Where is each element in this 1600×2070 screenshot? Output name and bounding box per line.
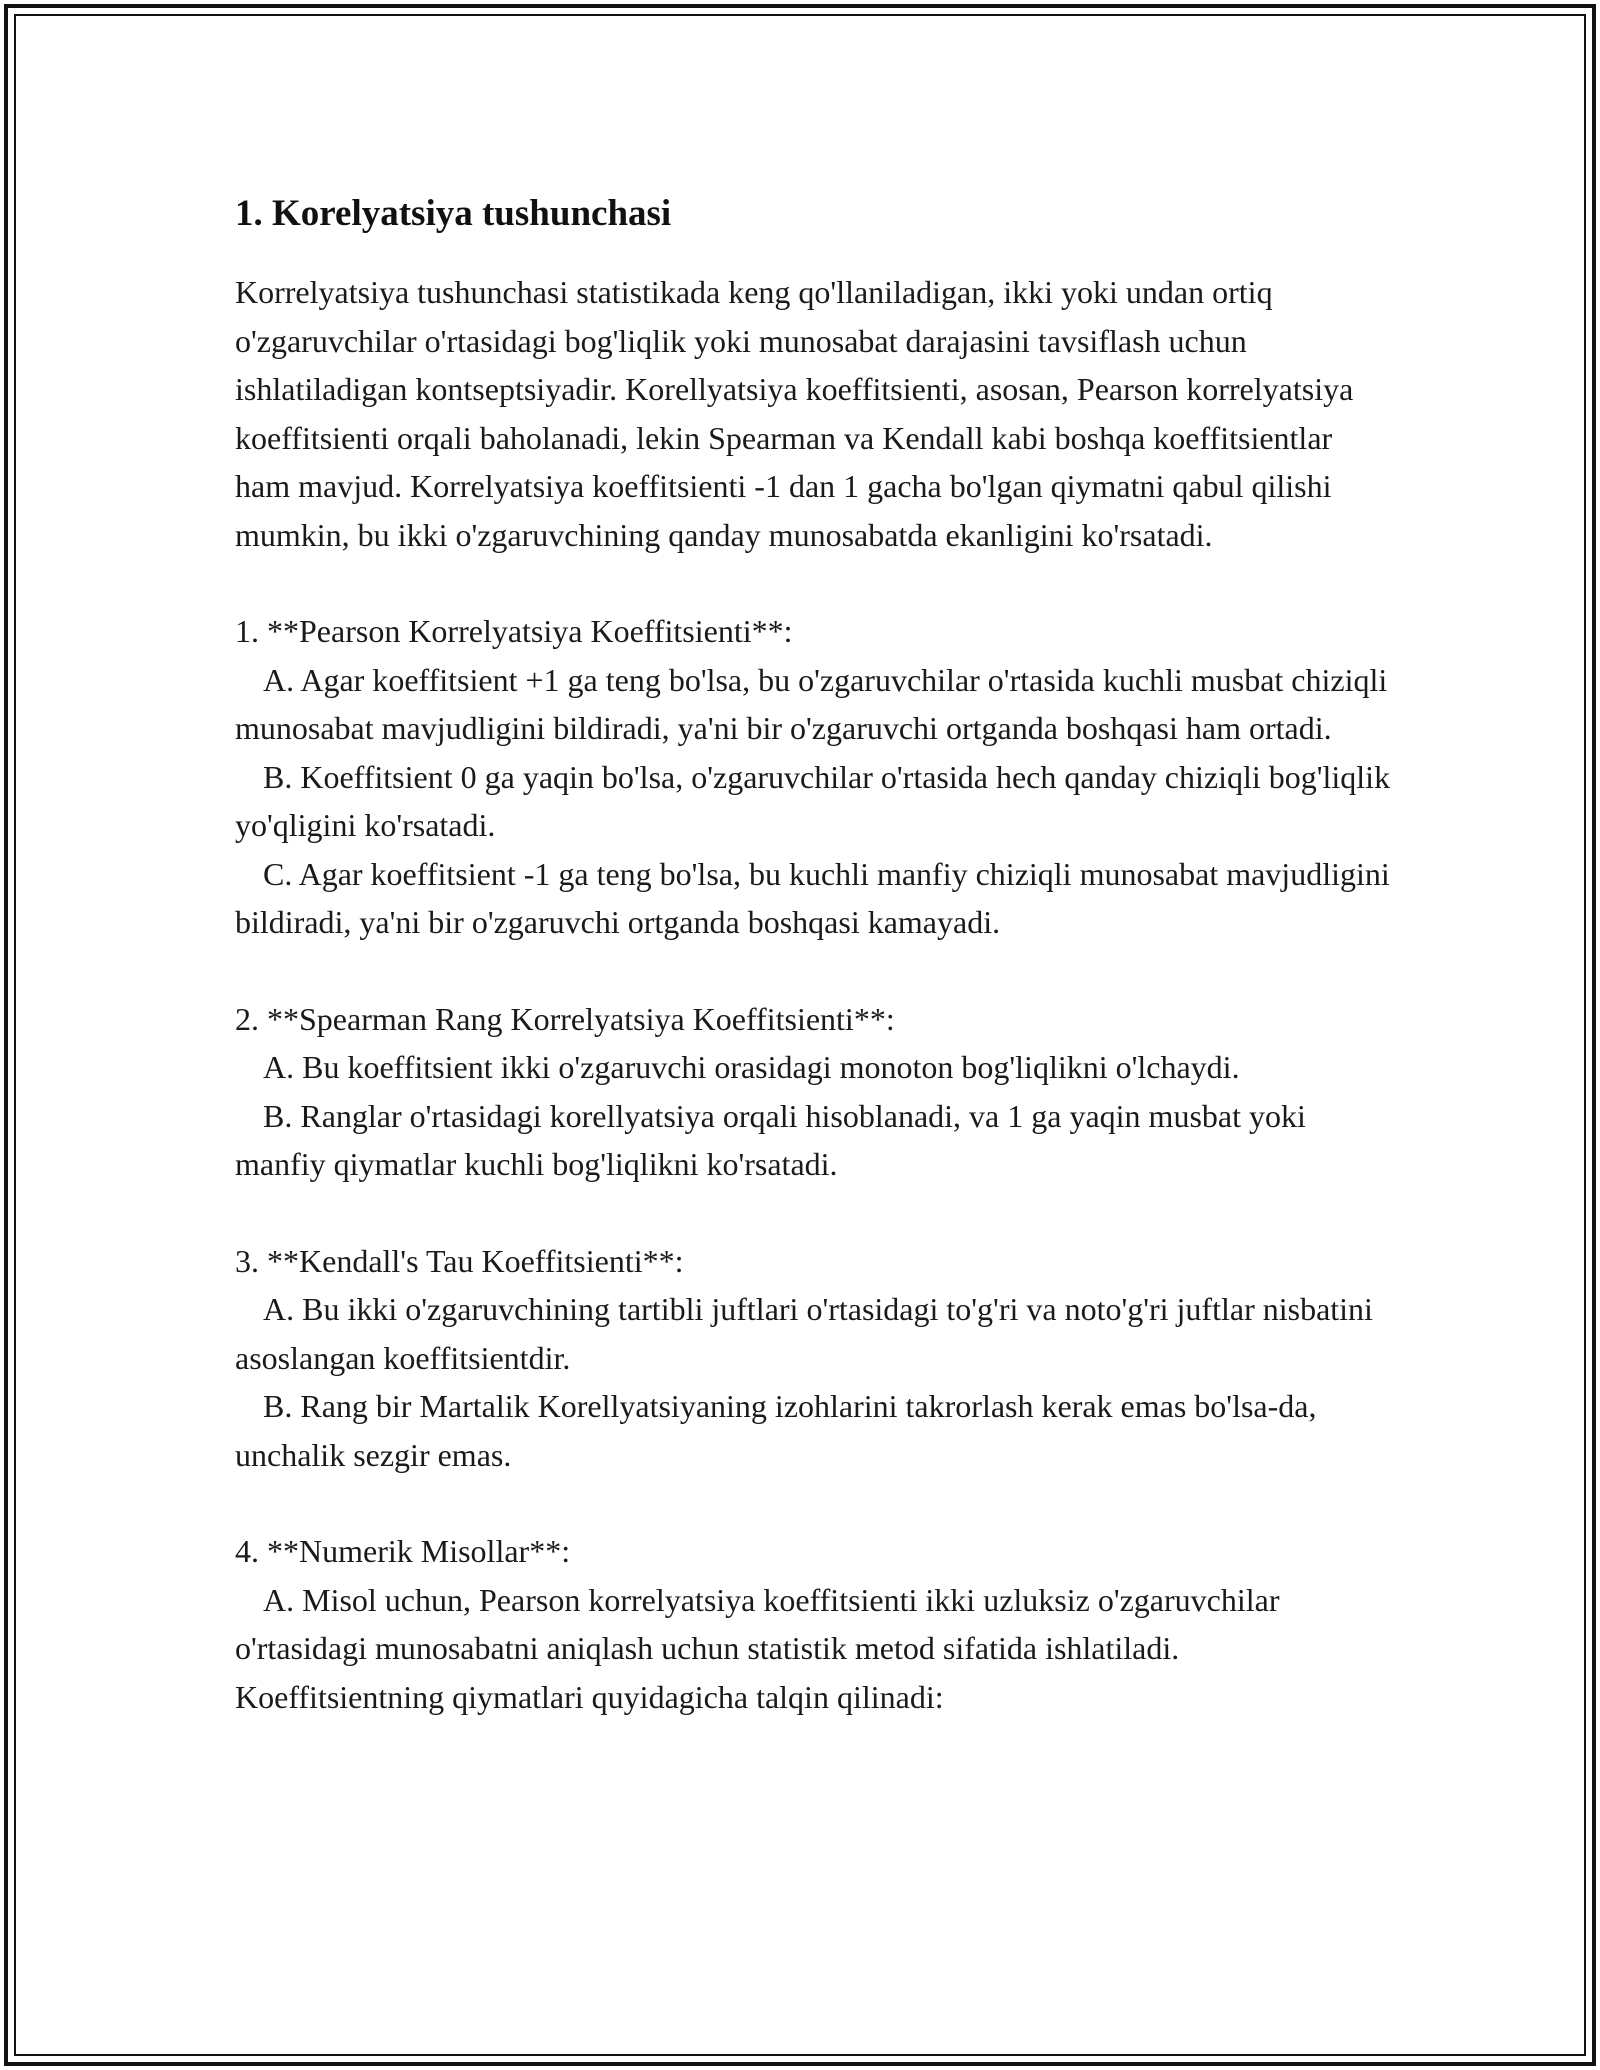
- section-heading: 2. **Spearman Rang Korrelyatsiya Koeffitsienti**:: [235, 1000, 895, 1037]
- list-item: A. Agar koeffitsient +1 ga teng bo'lsa, bu o'zgaruvchilar o'rtasida kuchli musbat chiziqli munosabat mavjudligini bildiradi, ya'ni bir o'zgaruvchi ortganda boshqasi ham ortadi.: [235, 661, 1388, 746]
- section-heading: 1. **Pearson Korrelyatsiya Koeffitsienti**:: [235, 613, 793, 649]
- list-item: B. Ranglar o'rtasidagi korellyatsiya orqali hisoblanadi, va 1 ga yaqin musbat yoki manfiy qiymatlar kuchli bog'liqlikni ko'rsatadi.: [235, 1097, 1306, 1182]
- list-item: B. Koeffitsient 0 ga yaqin bo'lsa, o'zgaruvchilar o'rtasida hech qanday chiziqli bog'liqlik yo'qligini ko'rsatadi.: [235, 758, 1391, 843]
- list-item: A. Misol uchun, Pearson korrelyatsiya koeffitsienti ikki uzluksiz o'zgaruvchilar o'rtasidagi munosabatni aniqlash uchun statistik metod sifatida ishlatiladi. Koeffitsientning qiymatlari quyidagicha talqin qilinadi:: [235, 1581, 1280, 1715]
- section-heading: 4. **Numerik Misollar**:: [235, 1533, 571, 1569]
- section-spearman: [235, 995, 1395, 1189]
- page-title: 1. Korelyatsiya tushunchasi: [235, 193, 672, 234]
- section-pearson: [235, 607, 1395, 947]
- document-body: [235, 190, 1395, 1721]
- section-numeric-examples: [235, 1527, 1395, 1721]
- section-heading: 3. **Kendall's Tau Koeffitsienti**:: [235, 1242, 684, 1279]
- list-item: C. Agar koeffitsient -1 ga teng bo'lsa, bu kuchli manfiy chiziqli munosabat mavjudligini bildiradi, ya'ni bir o'zgaruvchi ortganda boshqasi kamayadi.: [235, 855, 1390, 940]
- section-kendall: [235, 1237, 1395, 1480]
- list-item: A. Bu koeffitsient ikki o'zgaruvchi orasidagi monoton bog'liqlikni o'lchaydi.: [263, 1049, 1240, 1085]
- intro-paragraph: Korrelyatsiya tushunchasi statistikada keng qo'llaniladigan, ikki yoki undan ortiq o'zgaruvchilar o'rtasidagi bog'liqlik yoki munosabat darajasini tavsiflash uchun ishlatiladigan kontseptsiyadir. Korellyatsiya koeffitsienti, asosan, Pearson korrelyatsiya koeffitsienti orqali baholanadi, lekin Spearman va Kendall kabi boshqa koeffitsientlar ham mavjud. Korrelyatsiya koeffitsienti -1 dan 1 gacha bo'lgan qiymatni qabul qilishi mumkin, bu ikki o'zgaruvchining qanday munosabatda ekanligini ko'rsatadi.: [235, 274, 1354, 553]
- list-item: A. Bu ikki o'zgaruvchining tartibli juftlari o'rtasidagi to'g'ri va noto'g'ri juftlar nisbatini asoslangan koeffitsientdir.: [235, 1291, 1373, 1376]
- list-item: B. Rang bir Martalik Korellyatsiyaning izohlarini takrorlash kerak emas bo'lsa-da, unchalik sezgir emas.: [235, 1388, 1317, 1473]
